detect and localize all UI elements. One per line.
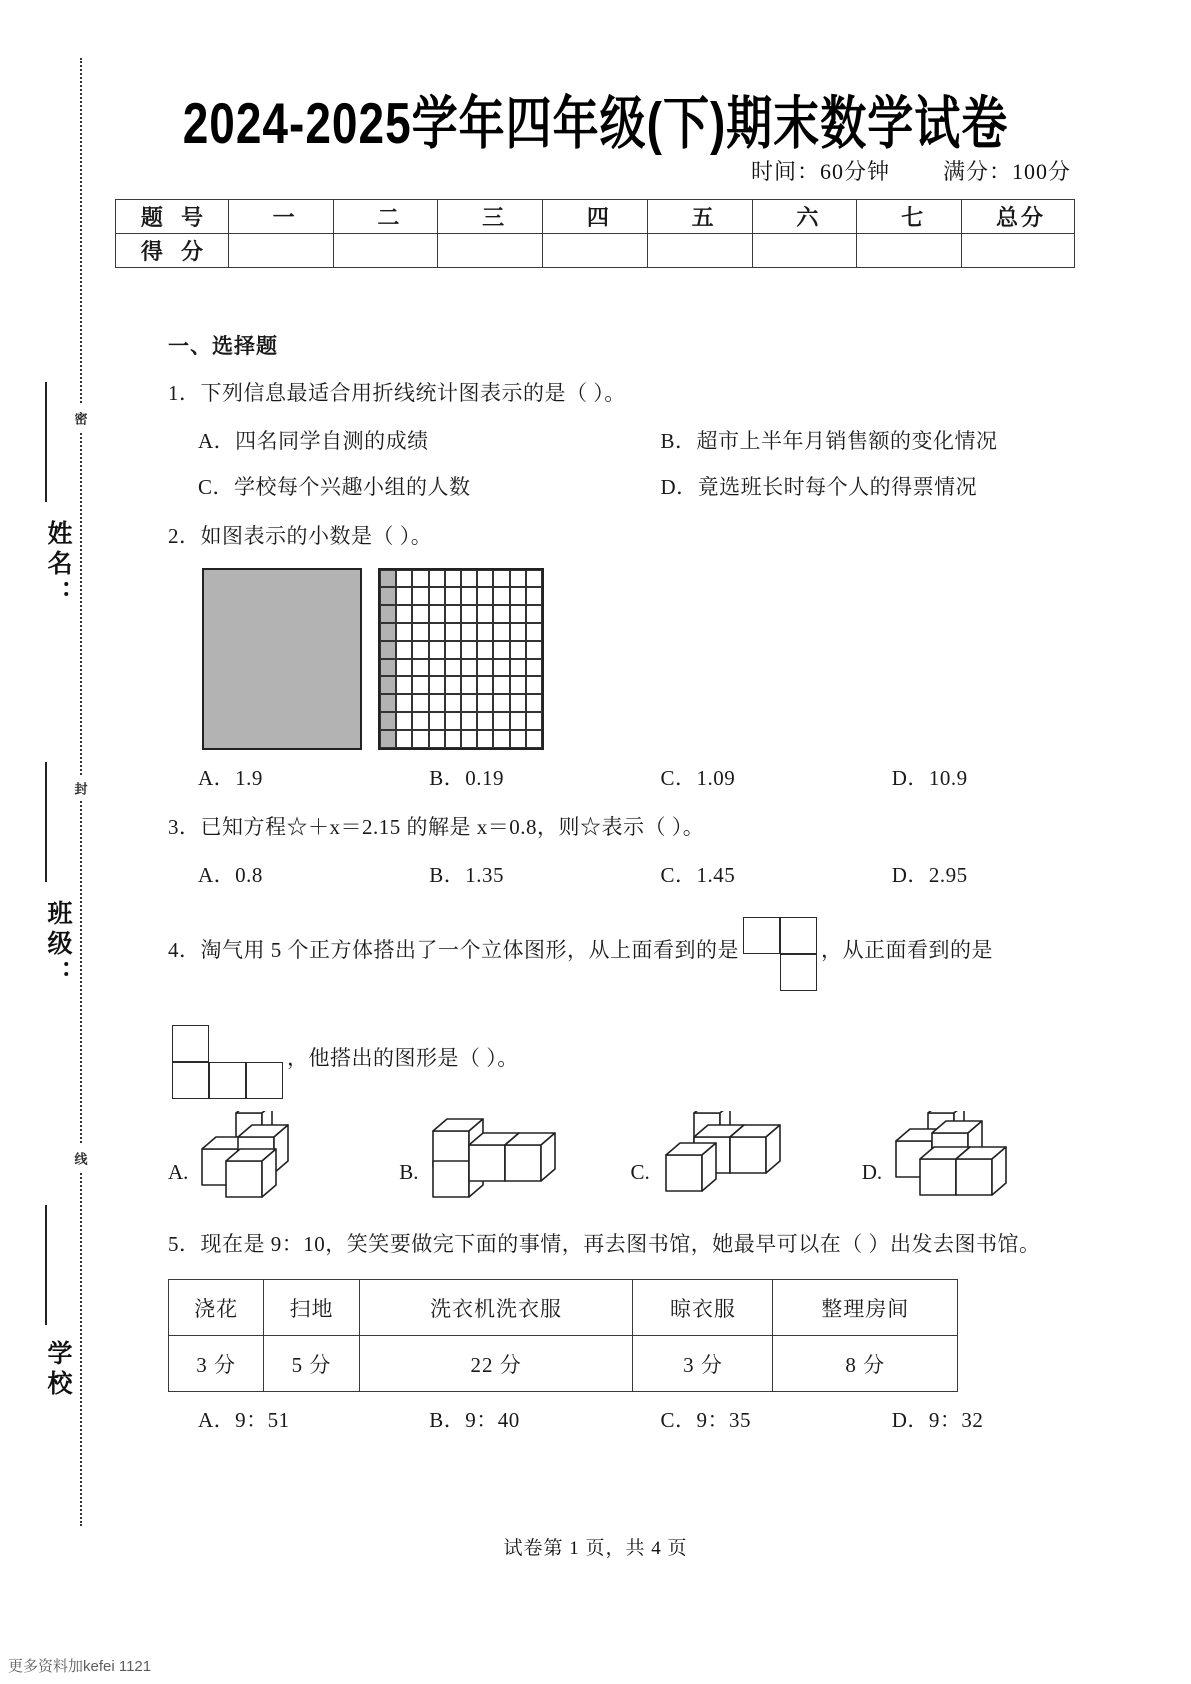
grid-cell xyxy=(493,712,509,730)
table-row-scores xyxy=(116,234,1075,268)
question-2-decimal-figure xyxy=(202,568,1093,750)
grid-cell xyxy=(445,641,461,659)
grid-cell xyxy=(477,570,493,588)
score-blank-2[interactable] xyxy=(333,234,438,268)
question-4-text-cont xyxy=(168,1023,1093,1097)
grid-cell xyxy=(510,623,526,641)
cube-figure-c xyxy=(654,1111,786,1203)
question-4-option-a[interactable] xyxy=(168,1111,399,1203)
task-name-5: 整理房间 xyxy=(773,1280,958,1336)
grid-cell xyxy=(396,623,412,641)
grid-cell xyxy=(412,676,428,694)
field-label-name: 姓名： xyxy=(44,520,72,610)
grid-cell xyxy=(493,659,509,677)
grid-cell xyxy=(445,570,461,588)
hundredths-grid xyxy=(378,568,544,750)
grid-cell xyxy=(396,570,412,588)
task-name-1: 浇花 xyxy=(169,1280,264,1336)
score-blank-7[interactable] xyxy=(857,234,962,268)
grid-cell xyxy=(526,641,542,659)
grid-cell xyxy=(396,730,412,748)
question-1-option-d[interactable]: D．竟选班长时每个人的得票情况 xyxy=(660,474,978,499)
grid-cell xyxy=(477,605,493,623)
question-4-stem-part2: ，从正面看到的是 xyxy=(821,937,993,962)
question-2-option-b[interactable]: B．0.19 xyxy=(429,765,505,790)
score-blank-4[interactable] xyxy=(543,234,648,268)
shape-cell-filled xyxy=(743,917,780,954)
grid-cell xyxy=(429,570,445,588)
grid-cell xyxy=(380,694,396,712)
score-col-total: 总分 xyxy=(962,200,1075,234)
grid-cell xyxy=(510,570,526,588)
grid-cell xyxy=(412,570,428,588)
grid-cell xyxy=(461,605,477,623)
page-title: 2024-2025学年四年级(下)期末数学试卷 xyxy=(182,90,1009,156)
grid-cell xyxy=(445,659,461,677)
grid-cell xyxy=(396,694,412,712)
task-duration-2: 5 分 xyxy=(264,1336,359,1392)
grid-cell xyxy=(510,712,526,730)
score-blank-6[interactable] xyxy=(752,234,857,268)
question-4-cube-options xyxy=(168,1111,1093,1203)
grid-cell xyxy=(477,641,493,659)
shape-cell-filled xyxy=(780,954,817,991)
grid-cell xyxy=(477,587,493,605)
table-row-task-names xyxy=(169,1280,958,1336)
question-2-options xyxy=(168,762,1093,792)
grid-cell xyxy=(380,730,396,748)
task-name-4: 晾衣服 xyxy=(633,1280,773,1336)
question-4-text xyxy=(168,915,1093,989)
question-5-schedule-table xyxy=(168,1279,958,1392)
grid-cell xyxy=(429,730,445,748)
question-5-options xyxy=(168,1404,1093,1434)
grid-cell xyxy=(526,623,542,641)
grid-cell xyxy=(493,570,509,588)
task-name-2: 扫地 xyxy=(264,1280,359,1336)
grid-cell xyxy=(380,570,396,588)
grid-cell xyxy=(412,659,428,677)
task-duration-1: 3 分 xyxy=(169,1336,264,1392)
grid-cell xyxy=(380,623,396,641)
grid-cell xyxy=(510,605,526,623)
grid-cell xyxy=(380,605,396,623)
grid-cell xyxy=(510,641,526,659)
question-4-number: 4． xyxy=(168,937,201,962)
grid-cell xyxy=(526,730,542,748)
whole-unit-square xyxy=(202,568,362,750)
task-duration-5: 8 分 xyxy=(773,1336,958,1392)
grid-cell xyxy=(445,676,461,694)
grid-cell xyxy=(526,605,542,623)
question-4-option-b-label: B. xyxy=(399,1159,419,1184)
question-4-option-c[interactable] xyxy=(631,1111,862,1203)
score-blank-total[interactable] xyxy=(962,234,1075,268)
cube-figure-d xyxy=(886,1111,1022,1203)
exam-total-score: 满分：100分 xyxy=(942,159,1071,184)
score-col-2: 二 xyxy=(333,200,438,234)
shape-cell-empty xyxy=(743,954,780,991)
grid-cell xyxy=(477,659,493,677)
score-col-6: 六 xyxy=(752,200,857,234)
grid-cell xyxy=(510,659,526,677)
grid-cell xyxy=(510,587,526,605)
grid-cell xyxy=(412,694,428,712)
score-blank-1[interactable] xyxy=(228,234,333,268)
question-3-options xyxy=(168,859,1093,889)
question-1-options-row-2 xyxy=(168,471,1093,501)
task-duration-3: 22 分 xyxy=(359,1336,633,1392)
grid-cell xyxy=(396,659,412,677)
grid-cell xyxy=(477,712,493,730)
table-row-task-durations xyxy=(169,1336,958,1392)
question-3-option-c[interactable]: C．1.45 xyxy=(660,862,736,887)
grid-cell xyxy=(412,587,428,605)
exam-duration: 时间：60分钟 xyxy=(750,159,890,184)
question-3-option-b[interactable]: B．1.35 xyxy=(429,862,505,887)
grid-cell xyxy=(429,694,445,712)
task-name-3: 洗衣机洗衣服 xyxy=(359,1280,633,1336)
question-3-option-a[interactable]: A．0.8 xyxy=(198,862,263,887)
seal-mark-xian: 线 xyxy=(63,1145,97,1171)
question-5-number: 5． xyxy=(168,1231,201,1256)
grid-cell xyxy=(477,623,493,641)
grid-cell xyxy=(380,587,396,605)
grid-cell xyxy=(510,694,526,712)
question-3-option-d[interactable]: D．2.95 xyxy=(891,862,968,887)
question-2-option-a[interactable]: A．1.9 xyxy=(198,765,263,790)
grid-cell xyxy=(396,712,412,730)
field-label-school: 学校 xyxy=(44,1340,72,1400)
question-3-stem: 已知方程☆＋x＝2.15 的解是 x＝0.8，则☆表示（ ）。 xyxy=(200,814,705,839)
grid-cell xyxy=(396,587,412,605)
question-1-option-c[interactable]: C．学校每个兴趣小组的人数 xyxy=(198,474,471,499)
table-row-question-numbers xyxy=(116,200,1075,234)
score-col-7: 七 xyxy=(857,200,962,234)
grid-cell xyxy=(412,641,428,659)
section-heading-choice: 一、选择题 xyxy=(168,335,278,358)
grid-cell xyxy=(493,587,509,605)
grid-cell xyxy=(380,712,396,730)
grid-cell xyxy=(526,570,542,588)
grid-cell xyxy=(461,730,477,748)
grid-cell xyxy=(477,676,493,694)
grid-cell xyxy=(396,676,412,694)
grid-cell xyxy=(429,659,445,677)
row-label-score: 得 分 xyxy=(116,234,229,268)
grid-cell xyxy=(526,676,542,694)
shape-cell-empty xyxy=(209,1025,246,1062)
grid-cell xyxy=(493,641,509,659)
question-4-option-d-label: D. xyxy=(861,1159,883,1184)
question-4-option-a-label: A. xyxy=(168,1159,189,1184)
grid-cell xyxy=(526,694,542,712)
grid-cell xyxy=(445,587,461,605)
grid-cell xyxy=(461,676,477,694)
grid-cell xyxy=(493,730,509,748)
shape-cell-filled xyxy=(172,1062,209,1099)
score-col-3: 三 xyxy=(438,200,543,234)
grid-cell xyxy=(445,623,461,641)
question-2-text xyxy=(168,517,1093,556)
grid-cell xyxy=(461,712,477,730)
watermark-text: 更多资料加kefei 1121 xyxy=(8,1658,152,1675)
score-blank-5[interactable] xyxy=(647,234,752,268)
question-4-option-b[interactable] xyxy=(399,1111,630,1203)
name-rule-line xyxy=(45,382,47,502)
grid-cell xyxy=(412,730,428,748)
cube-figure-a xyxy=(192,1111,320,1203)
front-view-shape xyxy=(172,1025,283,1099)
shape-cell-filled xyxy=(209,1062,246,1099)
question-1-stem: 下列信息最适合用折线统计图表示的是（ ）。 xyxy=(200,381,626,405)
question-3-number: 3． xyxy=(168,814,201,839)
grid-cell xyxy=(429,676,445,694)
question-1-text xyxy=(168,374,1093,413)
question-4-option-d[interactable] xyxy=(862,1111,1093,1203)
row-label-question-number: 题 号 xyxy=(116,200,229,234)
seal-mark-feng: 封 xyxy=(63,775,97,801)
shape-cell-empty xyxy=(246,1025,283,1062)
question-2-stem: 如图表示的小数是（ ）。 xyxy=(200,523,433,548)
question-5-text xyxy=(168,1225,1093,1264)
grid-cell xyxy=(445,605,461,623)
grid-cell xyxy=(477,694,493,712)
class-rule-line xyxy=(45,762,47,882)
grid-cell xyxy=(396,641,412,659)
question-5-option-d[interactable]: D．9：32 xyxy=(891,1408,984,1433)
grid-cell xyxy=(445,712,461,730)
grid-cell xyxy=(380,659,396,677)
score-col-4: 四 xyxy=(543,200,648,234)
grid-cell xyxy=(429,587,445,605)
exam-meta xyxy=(751,155,1071,186)
grid-cell xyxy=(493,694,509,712)
task-duration-4: 3 分 xyxy=(633,1336,773,1392)
score-col-1: 一 xyxy=(228,200,333,234)
grid-cell xyxy=(429,641,445,659)
grid-cell xyxy=(526,712,542,730)
grid-cell xyxy=(526,659,542,677)
grid-cell xyxy=(461,570,477,588)
question-3-text xyxy=(168,808,1093,847)
grid-cell xyxy=(380,641,396,659)
exam-body xyxy=(168,330,1093,1450)
grid-cell xyxy=(429,605,445,623)
question-1-option-b[interactable]: B．超市上半年月销售额的变化情况 xyxy=(660,428,998,453)
seal-mark-mi: 密 xyxy=(63,405,97,431)
grid-cell xyxy=(380,676,396,694)
grid-cell xyxy=(461,587,477,605)
shape-cell-filled xyxy=(780,917,817,954)
grid-cell xyxy=(429,623,445,641)
grid-cell xyxy=(396,605,412,623)
grid-cell xyxy=(461,659,477,677)
score-blank-3[interactable] xyxy=(438,234,543,268)
question-4-option-c-label: C. xyxy=(630,1159,650,1184)
grid-cell xyxy=(412,712,428,730)
question-5-option-b[interactable]: B．9：40 xyxy=(429,1408,520,1433)
field-label-class: 班级： xyxy=(44,900,72,990)
question-2-number: 2． xyxy=(168,523,201,548)
question-5-option-a[interactable]: A．9：51 xyxy=(198,1408,290,1433)
question-4-stem-part1: 淘气用 5 个正方体搭出了一个立体图形，从上面看到的是 xyxy=(200,937,739,962)
grid-cell xyxy=(493,623,509,641)
score-col-5: 五 xyxy=(647,200,752,234)
question-4-stem-part3: ，他搭出的图形是（ ）。 xyxy=(287,1045,519,1070)
grid-cell xyxy=(412,605,428,623)
grid-cell xyxy=(461,694,477,712)
grid-cell xyxy=(510,676,526,694)
grid-cell xyxy=(429,712,445,730)
grid-cell xyxy=(526,587,542,605)
grid-cell xyxy=(510,730,526,748)
shape-cell-filled xyxy=(172,1025,209,1062)
grid-cell xyxy=(461,623,477,641)
cube-figure-b xyxy=(423,1111,563,1203)
grid-cell xyxy=(477,730,493,748)
school-rule-line xyxy=(45,1205,47,1325)
top-view-shape xyxy=(743,917,817,991)
question-1-option-a[interactable]: A．四名同学自测的成绩 xyxy=(198,428,429,453)
shape-cell-filled xyxy=(246,1062,283,1099)
grid-cell xyxy=(493,676,509,694)
question-2-option-c[interactable]: C．1.09 xyxy=(660,765,736,790)
question-2-option-d[interactable]: D．10.9 xyxy=(891,765,968,790)
grid-cell xyxy=(493,605,509,623)
seal-line-rail xyxy=(0,0,125,1684)
question-1-number: 1． xyxy=(168,381,201,405)
grid-cell xyxy=(445,730,461,748)
page-footer: 试卷第 1 页，共 4 页 xyxy=(503,1538,688,1559)
question-5-stem: 现在是 9：10，笑笑要做完下面的事情，再去图书馆，她最早可以在（ ）出发去图书馆。 xyxy=(200,1231,1041,1256)
question-5-option-c[interactable]: C．9：35 xyxy=(660,1408,752,1433)
score-summary-table xyxy=(115,199,1075,268)
grid-cell xyxy=(445,694,461,712)
grid-cell xyxy=(412,623,428,641)
question-1-options-row-1 xyxy=(168,425,1093,455)
grid-cell xyxy=(461,641,477,659)
